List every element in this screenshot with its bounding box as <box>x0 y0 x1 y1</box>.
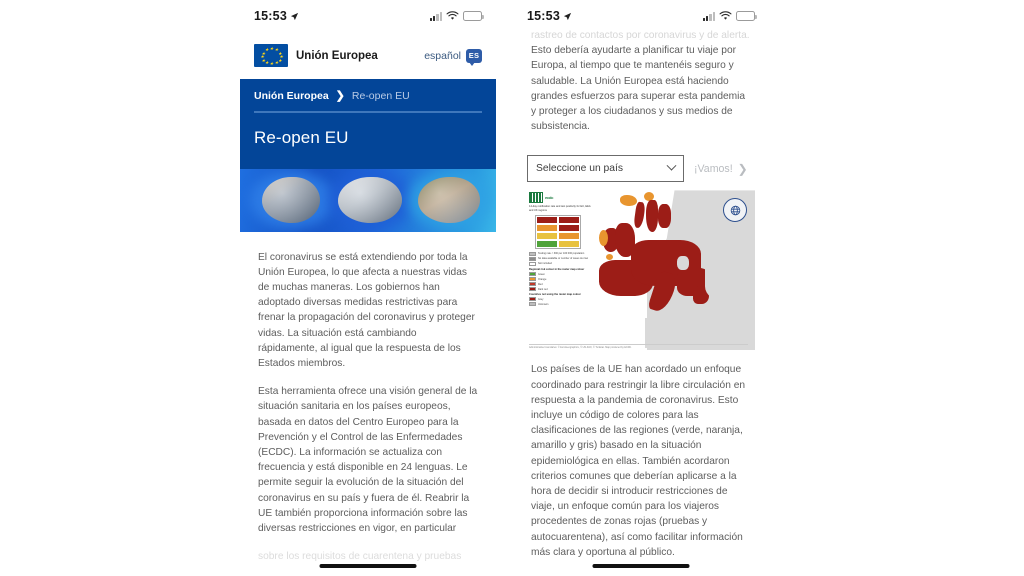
country-select-placeholder: Seleccione un país <box>536 163 624 175</box>
status-time-text-right: 15:53 <box>527 9 560 23</box>
legend-swatch <box>529 277 536 281</box>
eu-brand[interactable] <box>254 44 378 67</box>
legend-label: Not included <box>538 262 552 266</box>
paragraph-coordinated-approach: Los países de la UE han acordado un enfoque coordinado para restringir la libre circulación en respuesta a la pandemia de coronavirus. Esto incluye un código de colores para las clasificaciones de las regiones (verde, naranja, amarillo y gris) basado en la situación epidemiológica en ellas. También acordaron criterios comunes que deberían aplicarse a la hora de decidir si introducir restricciones de viaje, un enfoque común para los viajeros procedentes de zonas rojas (pruebas y autocuarentena), así como facilitar información más clara y oportuna al público. <box>531 364 746 558</box>
legend-item <box>529 272 591 276</box>
legend-label: Red <box>538 282 543 286</box>
legend-label: Unknown <box>538 302 549 306</box>
status-time-left <box>254 9 299 23</box>
left-article-body <box>240 232 496 565</box>
map-region-nodata <box>677 256 689 270</box>
eu-organisation-name: Unión Europea <box>296 49 378 62</box>
legend-label: Orange <box>538 277 547 281</box>
status-bar-right <box>513 0 769 28</box>
legend-item <box>529 302 591 306</box>
breadcrumb <box>254 89 482 111</box>
location-arrow-icon <box>290 12 299 21</box>
legend-swatch <box>529 302 536 306</box>
legend-swatch <box>529 252 536 256</box>
map-region-finland <box>658 204 671 228</box>
country-select[interactable] <box>527 155 684 182</box>
paragraph-plan-trip: Esto debería ayudarte a planificar tu viaje por Europa, al tiempo que te mantenéis seguro y saludable. La Unión Europea está haciendo grandes esfuerzos para superar esta pandemia y proteger a los ciudadanos y sus medios de subsistencia. <box>531 45 746 133</box>
map-legend-title: 14-day notification rate and test positivity for EU, EEA and UK regions <box>529 205 591 213</box>
eu-site-header <box>240 28 496 79</box>
language-label: español <box>424 49 461 62</box>
language-selector[interactable] <box>424 49 482 63</box>
status-time-text: 15:53 <box>254 9 287 23</box>
legend-item <box>529 257 591 261</box>
paragraph-intro: El coronavirus se está extendiendo por toda la Unión Europea, lo que afecta a nuestras vidas de muchas maneras. Los gobiernos han adoptado diversas medidas restrictivas para frenar la propagación del coronavirus y proteger vidas. La situación está cambiando rápidamente, al igual que la respuesta de los Estados miembros. <box>258 251 475 370</box>
cellular-signal-icon <box>703 12 715 21</box>
hero-photo-couple <box>418 177 480 223</box>
status-time-right <box>527 9 572 23</box>
legend-swatch <box>529 262 536 266</box>
page-title: Re-open EU <box>254 127 349 147</box>
breadcrumb-current: Re-open EU <box>351 89 410 102</box>
legend-item <box>529 282 591 286</box>
legend-swatch <box>529 287 536 291</box>
ecdc-mark-icon <box>529 192 543 203</box>
ecdc-logo <box>529 192 591 203</box>
legend-item <box>529 297 591 301</box>
breadcrumb-home-link[interactable]: Unión Europea <box>254 89 329 102</box>
right-article-top <box>513 28 769 134</box>
status-indicators-right <box>703 11 755 21</box>
legend-label: Grey <box>538 297 544 301</box>
legend-group-header: Regional risk colour in the raster map colour <box>529 267 585 271</box>
page-banner <box>240 79 496 169</box>
wifi-icon <box>719 11 732 21</box>
paragraph-clipped: sobre los requisitos de cuarentena y pruebas <box>258 551 462 563</box>
country-selector-row <box>513 147 769 182</box>
hero-photo-travellers <box>338 177 402 223</box>
paragraph-tool: Esta herramienta ofrece una visión general de la situación sanitaria en los países europeos, basada en datos del Centro Europeo para la Prevención y el Control de las Enfermedades (ECDC). La información se actualiza con frecuencia y está disponible en 24 lenguas. Le permite seguir la evolución de la situación del coronavirus en su país y fuera de él. Reabrir la UE también proporciona información sobre las diversas restricciones en vigor, en particular <box>258 386 478 535</box>
legend-item <box>529 277 591 281</box>
paragraph-clipped-top: rastreo de contactos por coronavirus y de alerta. <box>531 30 750 41</box>
map-legend <box>529 192 591 307</box>
status-bar-left <box>240 0 496 28</box>
hero-image-strip <box>240 169 496 232</box>
map-region-iceland <box>620 195 637 206</box>
legend-swatch <box>529 297 536 301</box>
legend-label: No data available or number of cases too low <box>538 257 589 261</box>
legend-group-header: Countries not using the raster map colour <box>529 293 581 297</box>
legend-swatch <box>529 272 536 276</box>
map-region-turkey <box>705 250 755 302</box>
legend-swatch <box>529 282 536 286</box>
language-code-badge: ES <box>466 49 482 63</box>
legend-item <box>529 287 591 291</box>
go-button[interactable] <box>694 162 748 176</box>
wifi-icon <box>446 11 459 21</box>
chevron-right-icon: ❯ <box>737 161 748 176</box>
home-indicator-left <box>320 564 417 568</box>
battery-low-icon <box>736 11 755 21</box>
left-phone-screenshot <box>240 0 496 576</box>
go-button-label: ¡Vamos! <box>694 162 733 175</box>
breadcrumb-separator-icon: ❯ <box>335 90 345 102</box>
ecdc-risk-map[interactable] <box>527 190 755 350</box>
home-indicator-right <box>593 564 690 568</box>
cellular-signal-icon <box>430 12 442 21</box>
legend-item <box>529 262 591 266</box>
legend-label: Testing rate < 300 per 100 000 population <box>538 252 585 256</box>
legend-label: Green <box>538 272 545 276</box>
location-arrow-icon <box>563 12 572 21</box>
chevron-down-icon <box>667 161 677 171</box>
eu-flag-logo: ★ ★ ★ ★ ★ ★ ★ ★ ★ ★ ★ ★ <box>254 44 288 67</box>
legend-swatch <box>529 257 536 261</box>
legend-label: Dark red <box>538 287 548 291</box>
status-indicators-left <box>430 11 482 21</box>
battery-low-icon <box>463 11 482 21</box>
hero-photo-family <box>262 177 320 223</box>
legend-item <box>529 252 591 256</box>
map-region-sweden <box>646 200 658 232</box>
map-legend-rows <box>529 252 591 307</box>
ecdc-wordmark: ecdc <box>545 195 554 201</box>
right-article-bottom <box>513 350 769 560</box>
map-risk-matrix <box>535 215 581 249</box>
map-footnote: Administrative boundaries: © EuroGeographics, © UN-FAO, © Turkstat. Map produced by ECDC. <box>529 344 748 349</box>
right-phone-screenshot <box>513 0 769 576</box>
